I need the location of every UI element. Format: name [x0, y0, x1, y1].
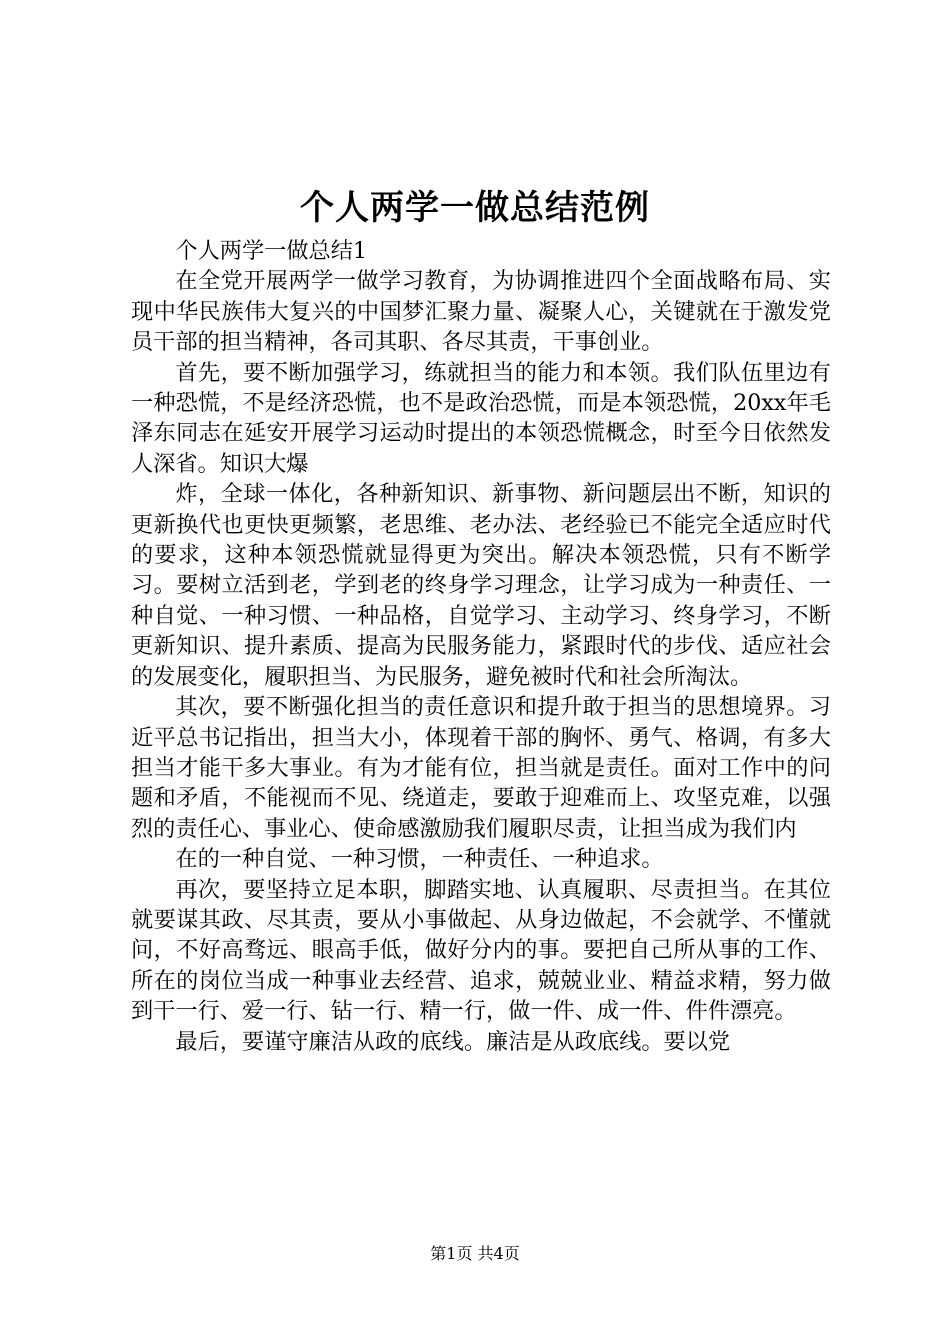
- paragraph-last: 最后，要谨守廉洁从政的底线。廉洁是从政底线。要以党: [175, 1028, 731, 1055]
- page-number: 第1页 共4页: [430, 1244, 520, 1263]
- section-heading: 个人两学一做总结1: [175, 238, 368, 264]
- paragraph-second-continued: 在的一种自觉、一种习惯，一种责任、一种追求。: [175, 846, 664, 873]
- paragraph-first-continued: 炸，全球一体化，各种新知识、新事物、新问题层出不断，知识的更新换代也更快更频繁，老思维、老办法、老经验已不能完全适应时代的要求，这种本领恐慌就显得更为突出。解决本领恐慌，只有不断学习。要树立活到老，学到老的终身学习理念，让学习成为一种责任、一种自觉、一种习惯、一种品格，自觉学习、主动学习、终身学习，不断更新知识、提升素质、提高为民服务能力，紧跟时代的步伐、适应社会的发展变化，履职担当、为民服务，避免被时代和社会所淘汰。: [131, 481, 831, 690]
- document-body: [131, 236, 831, 1057]
- paragraph-third: 再次，要坚持立足本职，脚踏实地、认真履职、尽责担当。在其位就要谋其政、尽其责，要从小事做起、从身边做起，不会就学、不懂就问，不好高骛远、眼高手低，做好分内的事。要把自己所从事的工作、所在的岗位当成一种事业去经营、追求，兢兢业业、精益求精，努力做到干一行、爱一行、钻一行、精一行，做一件、成一件、件件漂亮。: [131, 876, 831, 1025]
- document-title: 个人两学一做总结范例: [300, 188, 650, 228]
- paragraph-intro: 在全党开展两学一做学习教育，为协调推进四个全面战略布局、实现中华民族伟大复兴的中国梦汇聚力量、凝聚人心，关键就在于激发党员干部的担当精神，各司其职、各尽其责，干事创业。: [131, 268, 831, 356]
- paragraph-first: 首先，要不断加强学习，练就担当的能力和本领。我们队伍里边有一种恐慌，不是经济恐慌，也不是政治恐慌，而是本领恐慌，20xx年毛泽东同志在延安开展学习运动时提出的本领恐慌概念，时至今日依然发人深省。知识大爆: [131, 359, 831, 477]
- paragraph-second: 其次，要不断强化担当的责任意识和提升敢于担当的思想境界。习近平总书记指出，担当大小，体现着干部的胸怀、勇气、格调，有多大担当才能干多大事业。有为才能有位，担当就是责任。面对工作中的问题和矛盾，不能视而不见、绕道走，要敢于迎难而上、攻坚克难，以强烈的责任心、事业心、使命感激励我们履职尽责，让担当成为我们内: [131, 694, 831, 842]
